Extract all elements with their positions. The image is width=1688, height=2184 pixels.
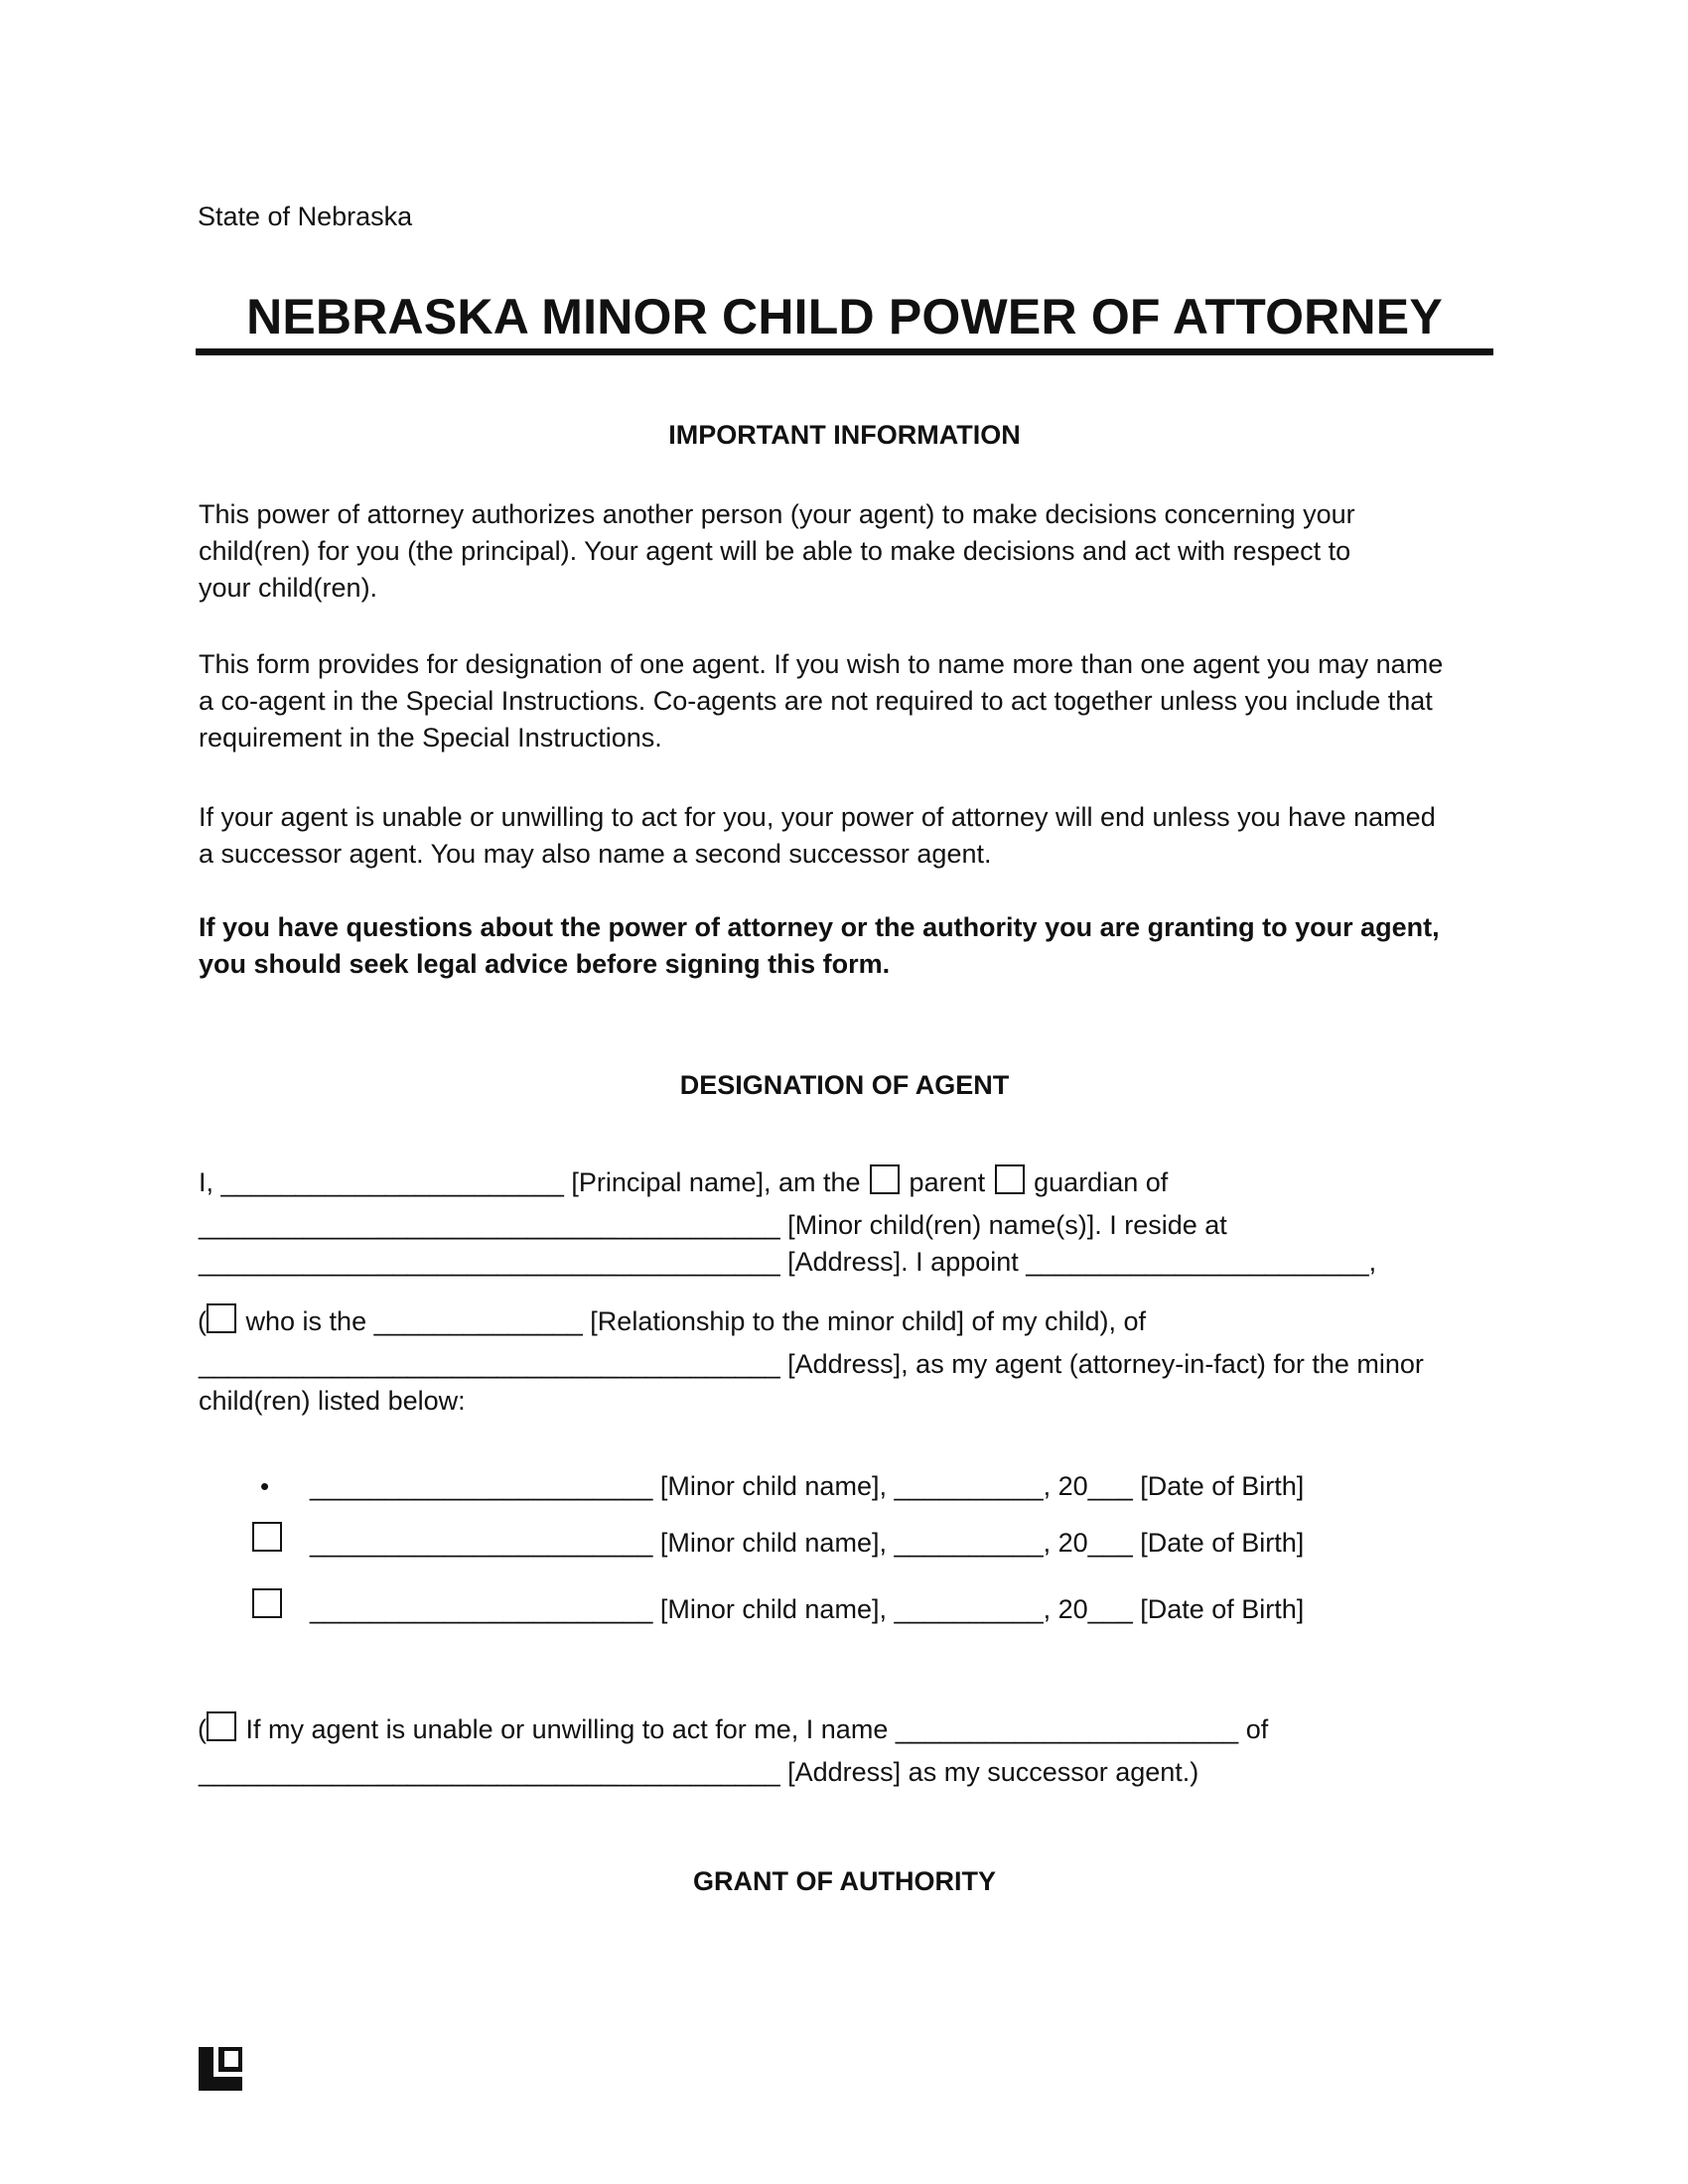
child-row-1: [260, 1471, 269, 1502]
important-paragraph-3: [199, 799, 1494, 873]
successor-text: If my agent is unable or unwilling to act for me, I name _______________________ of: [245, 1714, 1269, 1744]
relationship-checkbox[interactable]: [207, 1303, 236, 1333]
guardian-label: guardian of: [1034, 1167, 1169, 1197]
title-underline: [196, 348, 1493, 355]
document-title: NEBRASKA MINOR CHILD POWER OF ATTORNEY: [246, 289, 1443, 344]
successor-line: [198, 1711, 1268, 1745]
child-row-2: [250, 1522, 284, 1556]
open-paren: (: [198, 1714, 207, 1744]
agent-address-line: _______________________________________ [Address], as my agent (attorney-in-fact) for the minor: [199, 1349, 1424, 1379]
important-paragraph-2: [199, 646, 1494, 756]
paragraph-line: a successor agent. You may also name a second successor agent.: [199, 839, 992, 869]
child-row-2-text: _______________________ [Minor child name], __________, 20___ [Date of Birth]: [310, 1528, 1305, 1558]
parent-label: parent: [909, 1167, 986, 1197]
paragraph-line: If your agent is unable or unwilling to act for you, your power of attorney will end unless you have named: [199, 802, 1436, 832]
document-logo-icon: [199, 2047, 242, 2091]
logo-mark-icon: [199, 2047, 242, 2091]
designation-of-agent-heading: DESIGNATION OF AGENT: [679, 1070, 1010, 1100]
child-row-3-text: _______________________ [Minor child name], __________, 20___ [Date of Birth]: [310, 1594, 1305, 1624]
principal-text: I, _______________________ [Principal name], am the: [199, 1167, 861, 1197]
child-row-1-text: _______________________ [Minor child name], __________, 20___ [Date of Birth]: [310, 1471, 1305, 1501]
important-information-heading: IMPORTANT INFORMATION: [668, 420, 1021, 450]
paragraph-line: This form provides for designation of one agent. If you wish to name more than one agent you may name: [199, 649, 1444, 679]
bullet-icon: •: [260, 1471, 270, 1501]
child-2-checkbox[interactable]: [252, 1522, 282, 1552]
successor-checkbox[interactable]: [207, 1711, 236, 1741]
paragraph-line: a co-agent in the Special Instructions. Co-agents are not required to act together unless you include that: [199, 686, 1433, 716]
legal-advice-paragraph: [199, 909, 1494, 983]
principal-line: [199, 1164, 1168, 1198]
paragraph-line: child(ren) for you (the principal). Your agent will be able to make decisions and act with respect to: [199, 536, 1351, 566]
open-paren: (: [198, 1306, 207, 1336]
relationship-line: [198, 1303, 1146, 1337]
child-row-3: [250, 1588, 284, 1622]
important-paragraph-1: [199, 496, 1494, 607]
children-listed-line: child(ren) listed below:: [199, 1386, 466, 1416]
paragraph-line: This power of attorney authorizes another person (your agent) to make decisions concerning your: [199, 499, 1355, 529]
child-3-checkbox[interactable]: [252, 1588, 282, 1618]
state-label: State of Nebraska: [198, 202, 413, 231]
paragraph-line: you should seek legal advice before signing this form.: [199, 949, 891, 979]
paragraph-line: your child(ren).: [199, 573, 378, 603]
relationship-text: who is the ______________ [Relationship to the minor child] of my child), of: [245, 1306, 1147, 1336]
parent-checkbox[interactable]: [870, 1164, 900, 1194]
guardian-checkbox[interactable]: [995, 1164, 1025, 1194]
grant-of-authority-heading: GRANT OF AUTHORITY: [693, 1866, 996, 1896]
paragraph-line: requirement in the Special Instructions.: [199, 723, 662, 752]
paragraph-line: If you have questions about the power of attorney or the authority you are granting to your agent,: [199, 912, 1440, 942]
minor-children-names-line: _______________________________________ [Minor child(ren) name(s)]. I reside at: [199, 1210, 1227, 1240]
address-appoint-line: _______________________________________ [Address]. I appoint _______________________,: [199, 1247, 1377, 1277]
successor-address-line: _______________________________________ [Address] as my successor agent.): [199, 1757, 1199, 1787]
